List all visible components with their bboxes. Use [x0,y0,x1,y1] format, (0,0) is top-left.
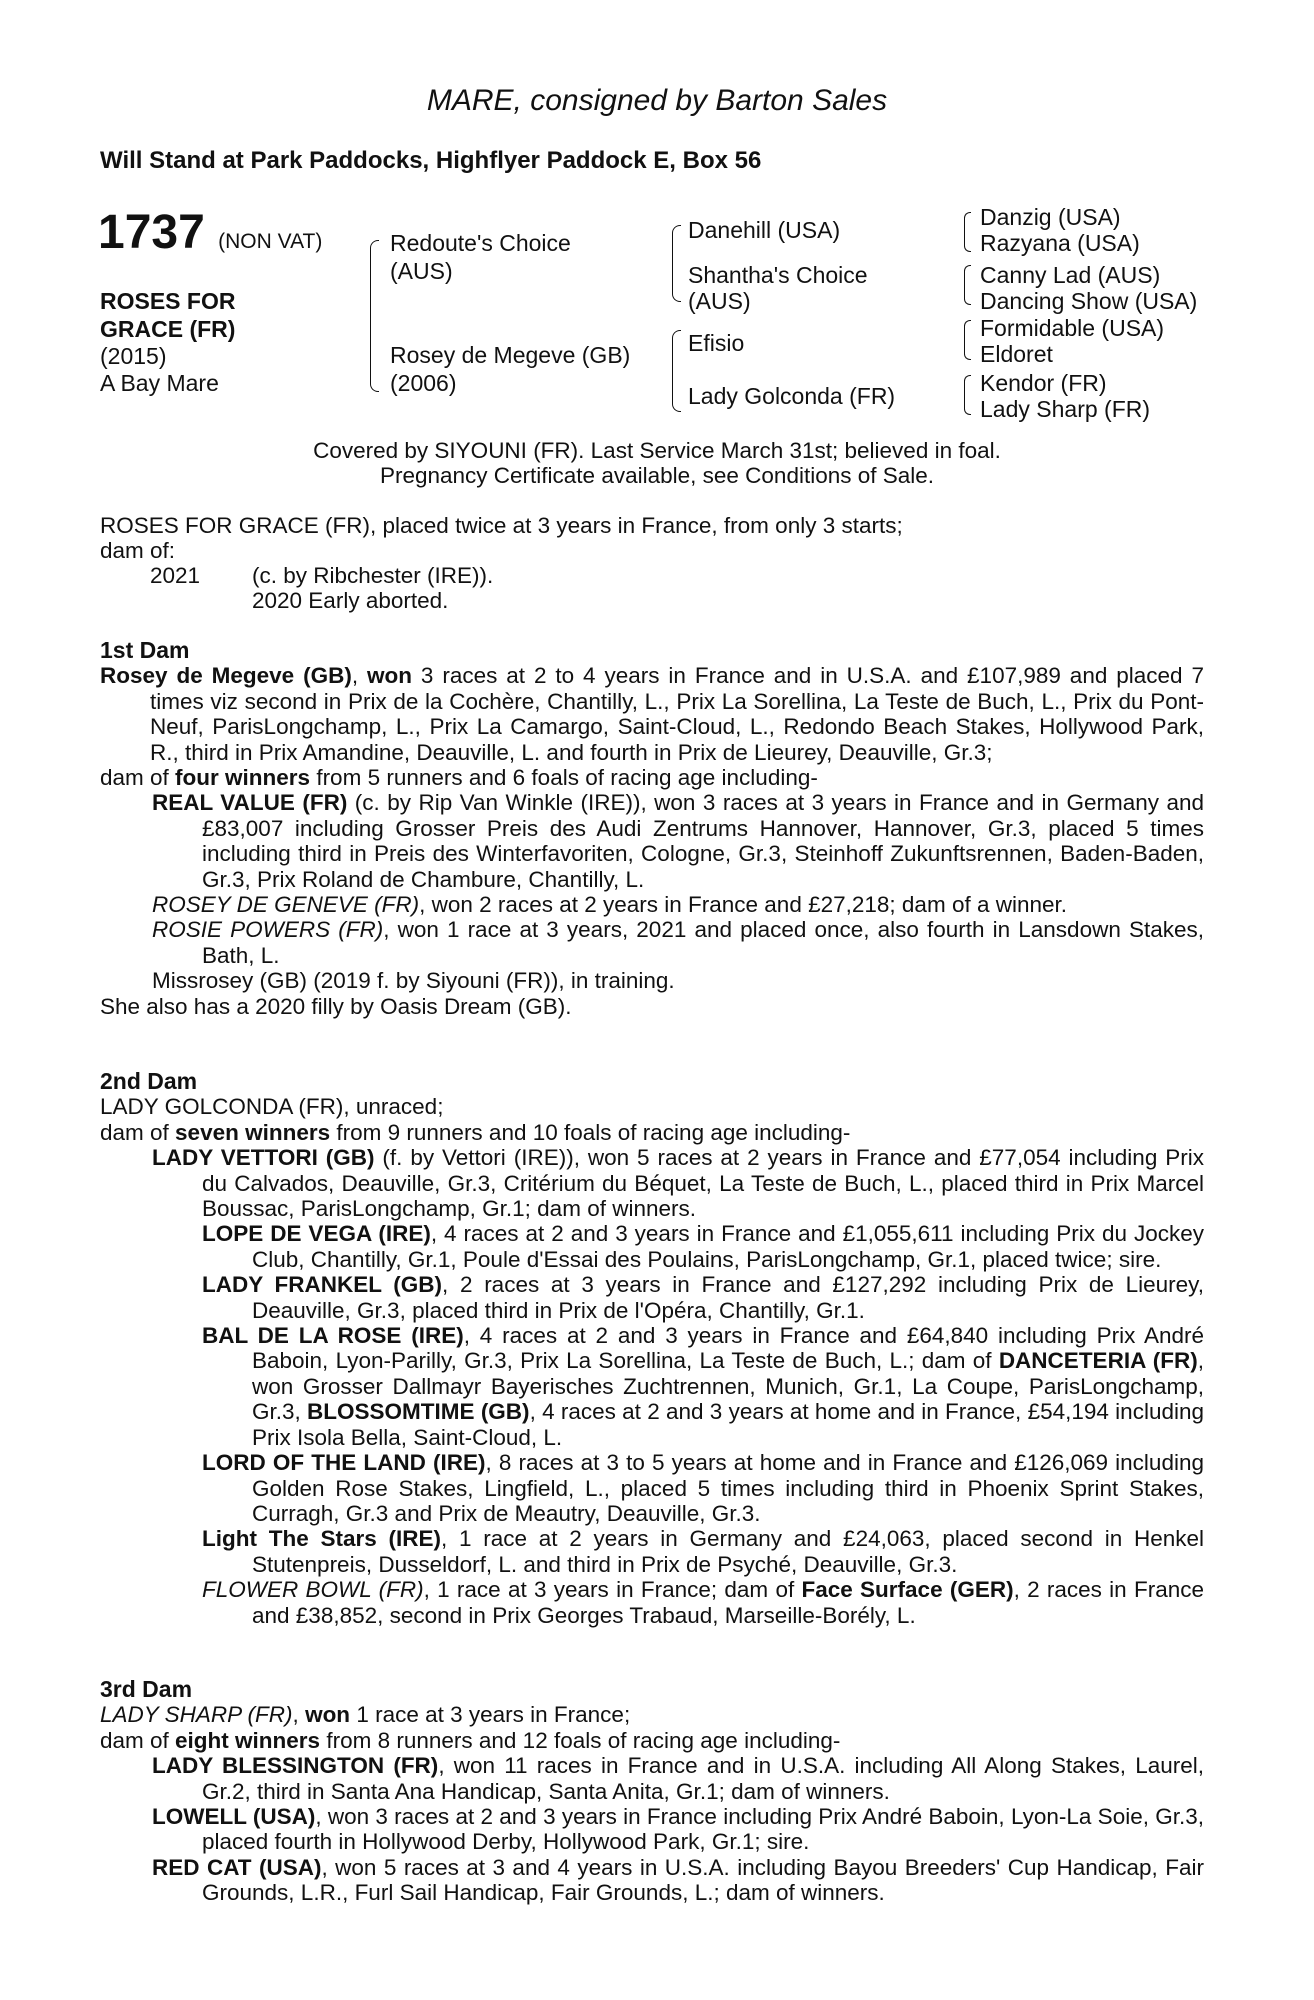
produce-intro: ROSES FOR GRACE (FR), placed twice at 3 years in France, from only 3 starts; [100,513,903,538]
horse-name-line1: ROSES FOR [100,288,236,314]
second-dam-grandprogeny-6: FLOWER BOWL (FR), 1 race at 3 years in France; dam of Face Surface (GER), 2 races in France and £38,852, second in Prix Georges Trabaud, Marseille-Borély, L. [202,1577,1204,1628]
third-dam-heading: 3rd Dam [100,1676,193,1702]
pedigree-dam: Rosey de Megeve (GB) [390,342,631,368]
second-dam-progeny-1: LADY VETTORI (GB) (f. by Vettori (IRE)), won 5 races at 2 years in France and £77,054 including Prix du Calvados, Deauville, Gr.3, Critérium du Béquet, La Teste de Buch, L., placed third in Prix Marcel Boussac, ParisLongchamp, Gr.1; dam of winners. [152,1145,1204,1222]
third-dam-progeny-3: RED CAT (USA), won 5 races at 3 and 4 years in U.S.A. including Bayou Breeders' Cup Handicap, Fair Grounds, L.R., Furl Sail Handicap, Fair Grounds, L.; dam of winners. [152,1854,1204,1906]
second-dam-record: LADY GOLCONDA (FR), unraced; [100,1094,444,1120]
horse-name-line2: GRACE (FR) [100,316,236,342]
brace-g3-1 [964,212,971,252]
produce-2020: 2020 Early aborted. [252,588,449,613]
brace-g3-2 [964,265,971,305]
pedigree-dsd: Eldoret [980,341,1053,367]
first-dam-progeny-3: ROSIE POWERS (FR), won 1 race at 3 years, 2021 and placed once, also fourth in Lansdown Stakes, Bath, L. [152,917,1204,968]
first-dam-heading: 1st Dam [100,637,190,663]
second-dam-grandprogeny-3: BAL DE LA ROSE (IRE), 4 races at 2 and 3 years in France and £64,840 including Prix André Baboin, Lyon-Parilly, Gr.3, Prix La Sorellina, La Teste de Buch, L.; dam of DANCETERIA (FR), won Grosser Dallmayr Bayerisches Zuchtrennen, Munich, Gr.1, La Coupe, ParisLongchamp, Gr.3, BLOSSOMTIME (GB), 4 races at 2 and 3 years at home and in France, £54,194 including Prix Isola Bella, Saint-Cloud, L. [202,1323,1204,1450]
second-dam-heading: 2nd Dam [100,1068,198,1094]
lot-number: 1737 (NON VAT) [98,206,323,259]
pedigree-sire-sire: Danehill (USA) [688,217,841,243]
pedigree-dds: Kendor (FR) [980,370,1107,396]
covered-line: Covered by SIYOUNI (FR). Last Service March 31st; believed in foal. [313,438,1001,463]
first-dam-also: She also has a 2020 filly by Oasis Dream (GB). [100,993,572,1019]
second-dam-section [100,1069,1204,1628]
third-dam-section [100,1677,1204,1906]
pedigree-sire-dam-country: (AUS) [688,288,751,314]
pedigree-sds: Canny Lad (AUS) [980,262,1161,288]
brace-g3-4 [964,375,971,415]
foaling-year: (2015) [100,343,167,369]
pedigree-sire-country: (AUS) [390,258,453,284]
first-dam-progeny-2: ROSEY DE GENEVE (FR), won 2 races at 2 years in France and £27,218; dam of a winner. [152,892,1068,918]
pedigree-sss: Danzig (USA) [980,204,1121,230]
first-dam-record: Rosey de Megeve (GB), won 3 races at 2 to 4 years in France and in U.S.A. and £107,989 and placed 7 times viz second in Prix de la Cochère, Chantilly, L., Prix La Sorellina, La Teste de Buch, L., Prix du Pont-Neuf, ParisLongchamp, L., Prix La Camargo, Saint-Cloud, L., Redondo Beach Stakes, Hollywood Park, R., third in Prix Amandine, Deauville, L. and fourth in Prix de Lieurey, Deauville, Gr.3; [100,663,1204,765]
brace-sire-dam [370,240,379,392]
vat-note: (NON VAT) [218,230,323,253]
pregnancy-certificate-line: Pregnancy Certificate available, see Conditions of Sale. [379,463,935,488]
pedigree-sire: Redoute's Choice [390,230,571,256]
pedigree-ssd: Razyana (USA) [980,230,1140,256]
pedigree-sire-dam: Shantha's Choice [688,262,868,288]
second-dam-dam-of: dam of seven winners from 9 runners and 10 foals of racing age including- [100,1119,851,1145]
second-dam-grandprogeny-4: LORD OF THE LAND (IRE), 8 races at 3 to 5 years at home and in France and £126,069 including Golden Rose Stakes, Lingfield, L., placed 5 times including third in Phoenix Sprint Stakes, Curragh, Gr.3 and Prix de Meautry, Deauville, Gr.3. [202,1450,1204,1526]
dam-of-label: dam of: [100,538,176,563]
second-dam-grandprogeny-2: LADY FRANKEL (GB), 2 races at 3 years in France and £127,292 including Prix de Lieurey, Deauville, Gr.3, placed third in Prix de l'Opéra, Chantilly, Gr.1. [202,1272,1204,1323]
produce-2021: (c. by Ribchester (IRE)). [252,563,494,588]
pedigree-dss: Formidable (USA) [980,315,1165,341]
pedigree-dam-dam: Lady Golconda (FR) [688,383,896,409]
stand-location: Will Stand at Park Paddocks, Highflyer Paddock E, Box 56 [100,147,762,174]
pedigree-dam-year: (2006) [390,370,457,396]
pedigree-ddd: Lady Sharp (FR) [980,396,1151,422]
second-dam-grandprogeny-5: Light The Stars (IRE), 1 race at 2 years in Germany and £24,063, placed second in Henkel Stutenpreis, Dusseldorf, L. and third in Prix de Psyché, Deauville, Gr.3. [202,1526,1204,1577]
first-dam-dam-of: dam of four winners from 5 runners and 6 foals of racing age including- [100,765,818,791]
second-dam-grandprogeny-1: LOPE DE VEGA (IRE), 4 races at 2 and 3 years in France and £1,055,611 including Prix du Jockey Club, Chantilly, Gr.1, Poule d'Essai des Poulains, ParisLongchamp, Gr.1, placed twice; sire. [202,1221,1204,1272]
first-dam-progeny-4: Missrosey (GB) (2019 f. by Siyouni (FR)), in training. [152,968,675,994]
first-dam-section [100,638,1204,1019]
pedigree-sdd: Dancing Show (USA) [980,288,1198,314]
third-dam-record: LADY SHARP (FR), won 1 race at 3 years in France; [100,1702,631,1728]
horse-description: A Bay Mare [100,370,219,396]
brace-dam-parents [672,330,681,412]
produce-year: 2021 [150,563,201,588]
third-dam-dam-of: dam of eight winners from 8 runners and 12 foals of racing age including- [100,1727,841,1753]
pedigree-dam-sire: Efisio [688,330,745,356]
consignment-title: MARE, consigned by Barton Sales [426,84,888,117]
third-dam-progeny-1: LADY BLESSINGTON (FR), won 11 races in France and in U.S.A. including All Along Stakes, Laurel, Gr.2, third in Santa Ana Handicap, Santa Anita, Gr.1; dam of winners. [152,1753,1204,1804]
third-dam-progeny-2: LOWELL (USA), won 3 races at 2 and 3 years in France including Prix André Baboin, Lyon-La Soie, Gr.3, placed fourth in Hollywood Derby, Hollywood Park, Gr.1; sire. [152,1804,1204,1855]
first-dam-progeny-1: REAL VALUE (FR) (c. by Rip Van Winkle (IRE)), won 3 races at 3 years in France and in Germany and £83,007 including Grosser Preis des Audi Zentrums Hannover, Hannover, Gr.3, placed 5 times including third in Preis des Winterfavoriten, Cologne, Gr.3, Steinhoff Zukunftsrennen, Baden-Baden, Gr.3, Prix Roland de Chambure, Chantilly, L. [152,790,1204,892]
brace-g3-3 [964,320,971,360]
brace-sire-parents [672,225,681,302]
